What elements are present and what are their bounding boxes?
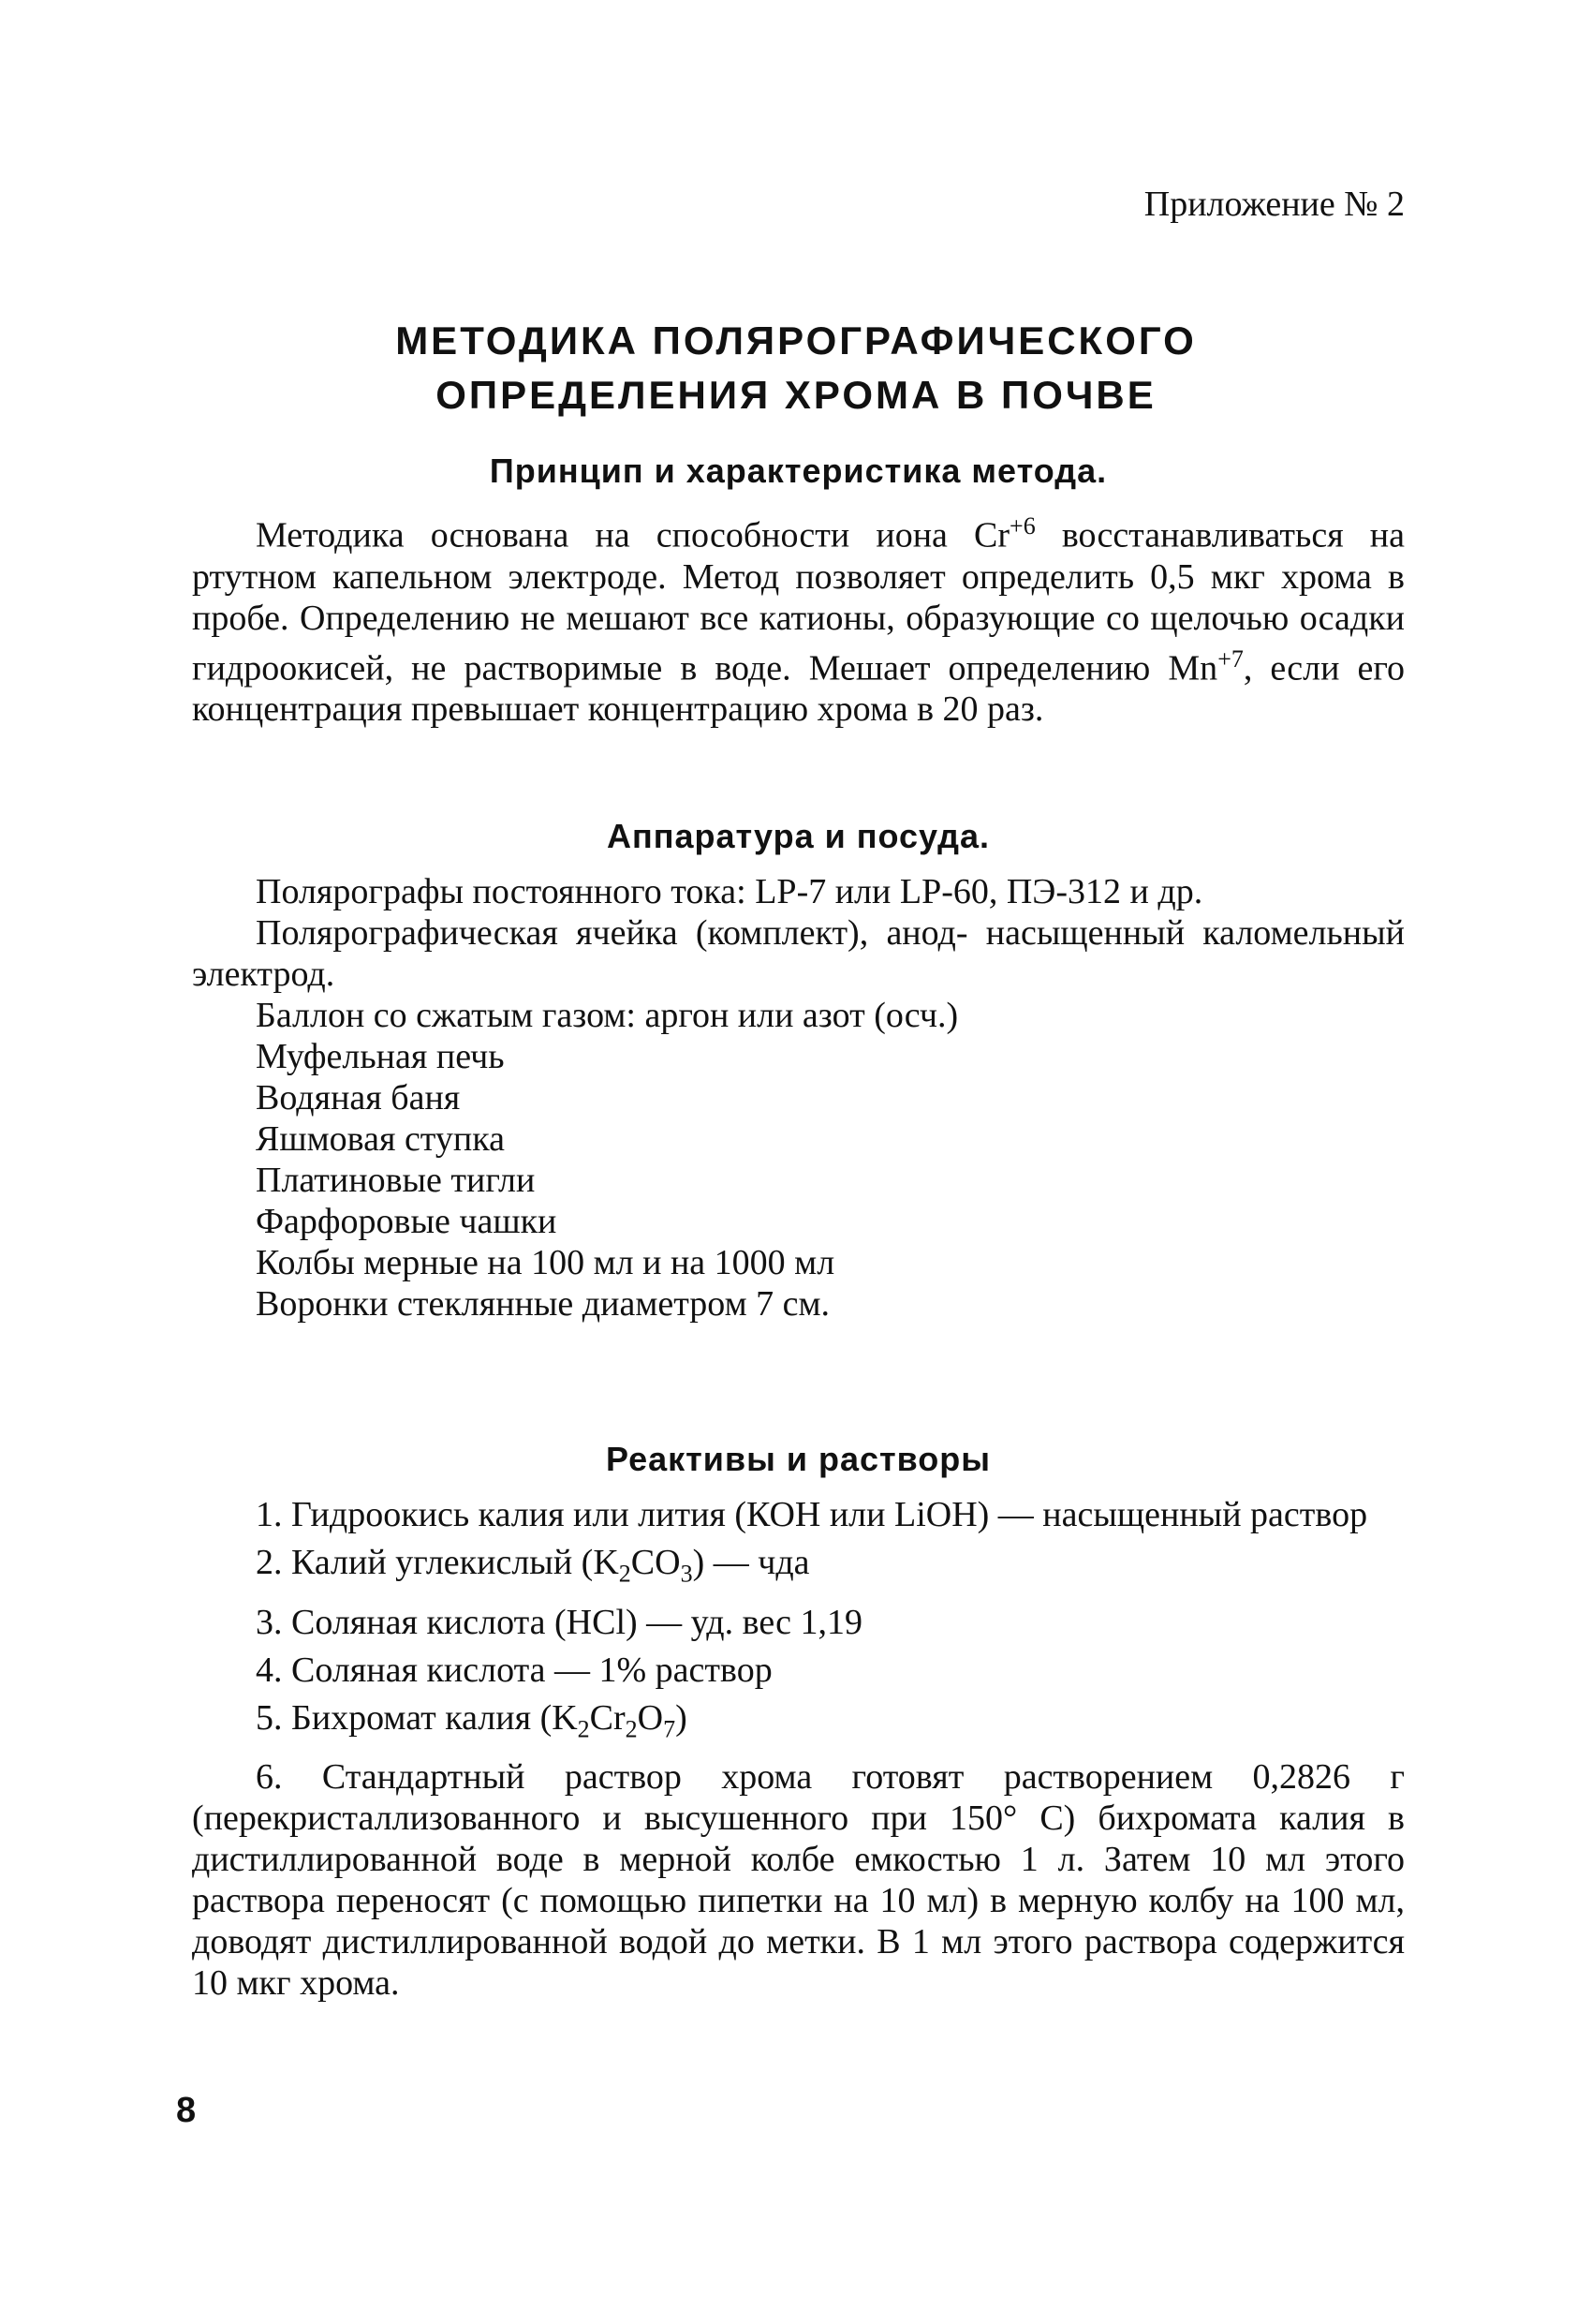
apparatus-item: Баллон со сжатым газом: аргон или азот (осч.) — [256, 996, 959, 1035]
manganese-charge: +7 — [1217, 644, 1244, 673]
reagent-text: Cr — [589, 1697, 626, 1738]
reagent-text: O — [637, 1697, 664, 1738]
apparatus-item: Муфельная печь — [256, 1037, 505, 1076]
apparatus-item: Платиновые тигли — [256, 1161, 536, 1200]
principle-text-3: , если его концентрация превышает концентрацию хрома в 20 раз. — [192, 648, 1405, 730]
page-number: 8 — [176, 2091, 197, 2130]
apparatus-item: Полярографическая ячейка (комплект), анод- насыщенный каломельный электрод. — [192, 913, 1405, 994]
apparatus-list — [192, 871, 1405, 1325]
reagent-item-1: 1. Гидроокись калия или лития (КОН или LiOH) — насыщенный раствор — [256, 1495, 1368, 1534]
title-line-2: ОПРЕДЕЛЕНИЯ ХРОМА В ПОЧВЕ — [435, 373, 1157, 417]
subscript: 7 — [663, 1715, 676, 1743]
apparatus-section — [192, 815, 1405, 1325]
reagent-item-3: 3. Соляная кислота (HCl) — уд. вес 1,19 — [256, 1602, 863, 1642]
apparatus-item: Колбы мерные на 100 мл и на 1000 мл — [256, 1243, 835, 1282]
subscript: 3 — [680, 1560, 693, 1588]
reagent-text: ) — чда — [692, 1543, 810, 1582]
apparatus-heading: Аппаратура и посуда. — [606, 817, 991, 855]
apparatus-item: Фарфоровые чашки — [256, 1202, 557, 1241]
document-title — [187, 314, 1405, 422]
principle-paragraph — [192, 506, 1405, 730]
apparatus-item: Воронки стеклянные диаметром 7 см. — [256, 1284, 831, 1324]
subscript: 2 — [577, 1715, 590, 1743]
subscript: 2 — [618, 1560, 631, 1588]
reagent-item-6: 6. Стандартный раствор хрома готовят растворением 0,2826 г (перекристаллизованного и высушенного при 150° C) бихромата калия в дистиллированной воде в мерной колбе емкостью 1 л. Затем 10 мл этого раствора переносят (с помощью пипетки на 10 мл) в мерную колбу на 100 мл, доводят дистиллированной водой до метки. В 1 мл этого раствора содержится 10 мкг хрома. — [192, 1757, 1405, 2004]
reagent-text: ) — [675, 1697, 687, 1738]
principle-text-1: Методика основана на способности иона Cr — [256, 515, 1010, 555]
principle-text-2: восстанавливаться на ртутном капельном электроде. Метод позволяет определить 0,5 мкг хрома в пробе. Определению не мешают все катионы, образующие со щелочью осадки гидроокисей, не растворимые в воде. Мешает определению Mn — [192, 515, 1405, 688]
title-line-1: МЕТОДИКА ПОЛЯРОГРАФИЧЕСКОГО — [395, 318, 1197, 363]
reagents-section — [192, 1438, 1405, 2010]
reagent-item-2 — [192, 1542, 1405, 1595]
chromium-charge: +6 — [1010, 512, 1036, 540]
reagent-text: 2. Калий углекислый (K — [256, 1543, 619, 1582]
reagent-item-5 — [192, 1697, 1405, 1751]
principle-heading: Принцип и характеристика метода. — [489, 451, 1108, 490]
apparatus-item: Водяная баня — [256, 1078, 461, 1118]
reagent-text: CO — [630, 1543, 681, 1582]
reagent-item-4: 4. Соляная кислота — 1% раствор — [256, 1650, 773, 1690]
apparatus-item: Яшмовая ступка — [256, 1119, 505, 1159]
reagents-heading: Реактивы и растворы — [606, 1440, 991, 1478]
apparatus-item: Полярографы постоянного тока: LP-7 или LP-60, ПЭ-312 и др. — [256, 872, 1203, 911]
principle-section — [192, 450, 1405, 730]
appendix-label: Приложение № 2 — [1143, 185, 1405, 224]
reagent-text: 5. Бихромат калия (K — [256, 1697, 578, 1738]
subscript: 2 — [625, 1715, 638, 1743]
